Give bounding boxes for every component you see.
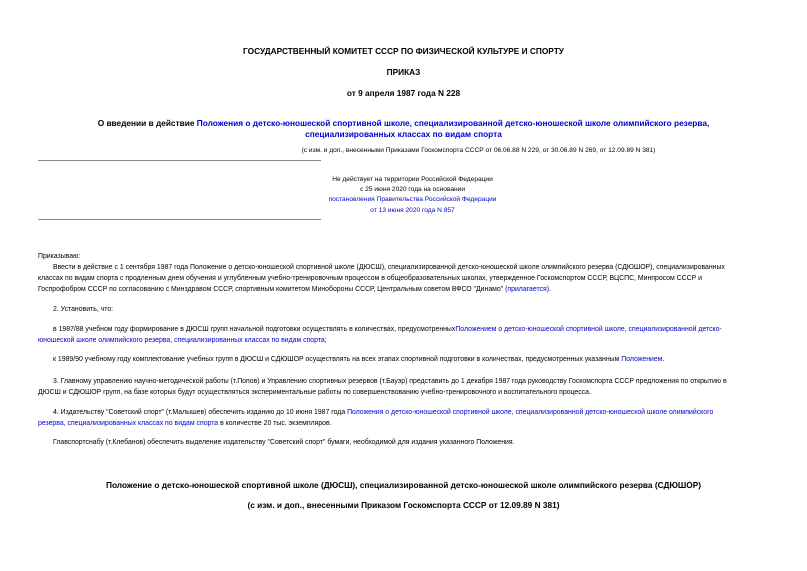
order-title-prefix: О введении в действие [97,118,197,128]
paragraph-1-line-2: классах по видам спорта с продленным днем обучения и углубленным учебно-тренировочным процессом в общеобразовательных школах, утвержденное Госкомспортом СССР, ВЦСПС, Минпросом СССР и [38,274,702,282]
paragraph-4-text: к 1989/90 учебному году комплектование учебных групп в ДЮСШ и СДЮШОР осуществлять на всех этапах спортивной подготовки в количествах, предусмотренных указанным [53,356,622,363]
paragraph-1-line-1: Ввести в действие с 1 сентября 1987 года Положение о детско-юношеской спортивной школе (ДЮСШ), специализированной детско-юношеской школе олимпийского резерва (СДЮШОР), специализированных [53,264,725,271]
paragraph-4 [53,355,664,366]
paragraph-1-end: . [549,285,551,293]
paragraph-3 [38,325,778,347]
paragraph-3-line-1 [38,325,778,336]
regulation-link-p6[interactable]: Положения о детско-юношеской спортивной школе, специализированной детско-юношеской школе олимпийского [347,409,714,416]
paragraph-6-text: 4. Издательству "Советский спорт" (т.Малышев) обеспечить изданию до 10 июня 1987 года [53,409,348,416]
paragraph-7: Главспортснабу (т.Клебанов) обеспечить выделение издательству "Советский спорт" бумаги, необходимой для издания указанного Положения. [53,439,515,446]
regulation-link-p6-cont[interactable]: резерва, специализированных классах по видам спорта [38,419,219,427]
paragraph-5 [38,377,778,399]
order-title [0,118,807,140]
regulation-subheading: (с изм. и доп., внесенными Приказом Госкомспорта СССР от 12.09.89 N 381) [247,500,560,510]
paragraph-6-line-2 [38,419,778,430]
divider-bottom [38,219,321,220]
notice-line-1: Не действует на территории Российской Федерации [332,176,493,183]
paragraph-5-line-2: ДЮСШ и СДЮШОР групп, на базе которых будут осуществляться экспериментальные работы по совершенствованию учебно-тренировочного и воспитательного процесса. [38,388,591,396]
paragraph-1-line-3 [38,285,775,296]
date-number: от 9 апреля 1987 года N 228 [346,88,461,98]
paragraph-6-line-1 [38,408,778,419]
paragraph-3-end: ; [324,336,327,344]
regulation-link-cont[interactable]: специализированных классах по видам спорта [305,129,502,139]
paragraph-6-end: в количестве 20 тыс. экземпляров. [218,419,332,427]
paragraph-1-line-3-text: Госпрофобром СССР по согласованию с Минздравом СССР, спортивным комитетом Минобороны СССР, Центральным советом ВФСО "Динамо" [38,285,506,293]
order-word: Приказываю: [38,253,81,260]
paragraph-3-text: в 1987/88 учебном году формирование в ДЮСШ групп начальной подготовки осуществлять в количествах, предусмотренных [53,326,456,333]
government-decree-date-link[interactable]: от 13 июня 2020 года N 857 [370,206,455,214]
paragraph-4-end: . [662,356,665,363]
notice-line-2: с 25 июня 2020 года на основании [359,186,466,194]
government-decree-link[interactable]: постановления Правительства Российской Федерации [328,196,497,204]
regulation-link-p3-cont[interactable]: юношеской школе олимпийского резерва, специализированных классах по видам спорта [38,336,325,344]
paragraph-1 [38,263,775,295]
amendments-note: (с изм. и доп., внесенными Приказами Госкомспорта СССР от 06.06.88 N 229, от 30.06.89 N 269, от 12.09.89 N 381) [301,147,656,154]
validity-notice [250,175,575,216]
doc-type: ПРИКАЗ [386,67,421,77]
paragraph-2: 2. Установить, что: [53,306,114,313]
divider-top [38,160,321,161]
regulation-link[interactable]: Положения о детско-юношеской спортивной школе, специализированной детско-юношеской школе олимпийского резерва, [196,118,710,128]
regulation-link-p4[interactable]: Положением [621,356,663,363]
committee-title: ГОСУДАРСТВЕННЫЙ КОМИТЕТ СССР ПО ФИЗИЧЕСКОЙ КУЛЬТУРЕ И СПОРТУ [243,46,564,56]
regulation-heading: Положение о детско-юношеской спортивной школе (ДЮСШ), специализированной детско-юношеской школе олимпийского резерва (СДЮШОР) [105,480,702,490]
regulation-link-p3[interactable]: Положением о детско-юношеской спортивной школе, специализированной детско- [455,326,722,333]
attached-link[interactable]: (прилагается) [505,285,550,293]
paragraph-5-line-1: 3. Главному управлению научно-методической работы (т.Попов) и Управлению спортивных резервов (т.Бауэр) представить до 1 декабря 1987 года руководству Госкомспорта СССР предложения по открытию в [53,378,727,385]
paragraph-6 [38,408,778,430]
paragraph-3-line-2 [38,336,778,347]
